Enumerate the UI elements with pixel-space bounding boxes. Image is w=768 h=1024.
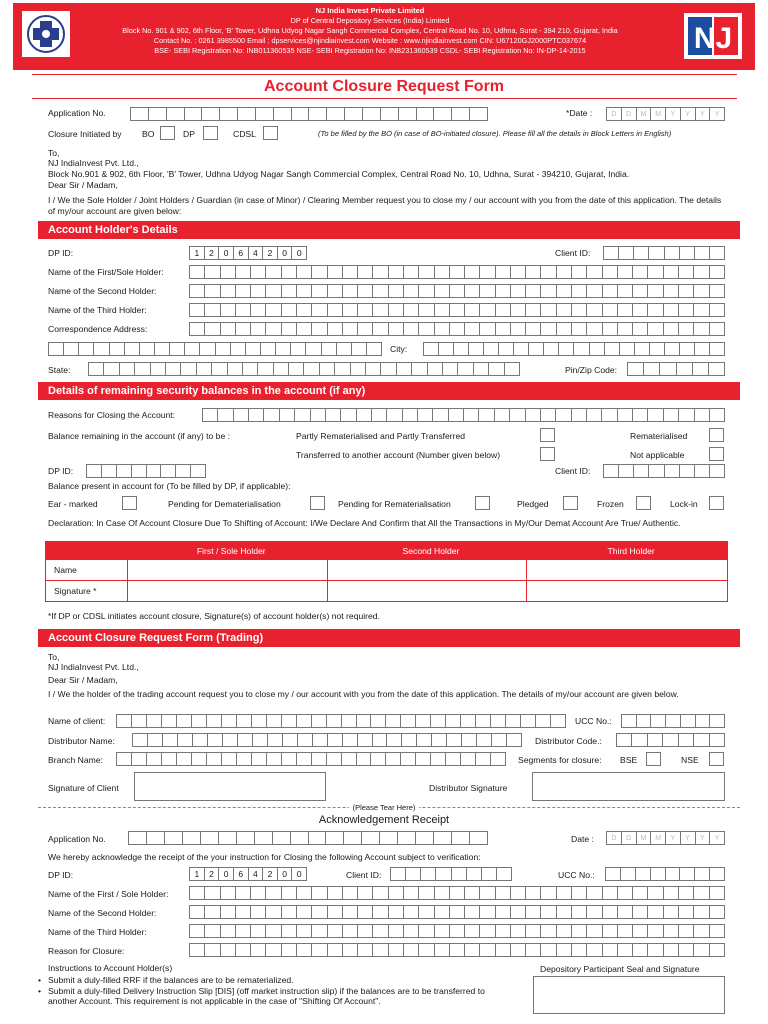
pin-label: Pin/Zip Code: <box>565 365 618 375</box>
list-item: • Submit a duly-filled Delivery Instruction Slip [DIS] (off market instruction slip) if the balances are to be transferred to another Account. This requirement is not applicable in the case of "Shifting Of Account". <box>38 985 485 1006</box>
third-holder-input[interactable] <box>189 303 725 317</box>
ack-text: We hereby acknowledge the receipt of the your instruction for Closing the following Account subject to verification: <box>48 852 481 862</box>
company-address: Block No. 901 & 902, 6th Floor, 'B' Tower, Udhna Udyog Nagar Sangh Commercial Complex, Central Road No. 10, Udhna, Surat - 394 210, Gujarat, India <box>122 26 618 35</box>
pin-input[interactable] <box>627 362 725 376</box>
dp-checkbox[interactable] <box>203 126 218 140</box>
transfer-client-id-input[interactable] <box>603 464 725 478</box>
table-corner <box>46 542 128 560</box>
ack-application-no-label: Application No. <box>48 834 106 844</box>
ack-date-input[interactable]: D D M M Y Y Y Y <box>606 831 725 845</box>
cdsl-checkbox[interactable] <box>263 126 278 140</box>
third-holder-signature-cell[interactable] <box>527 581 728 602</box>
client-signature-box[interactable] <box>134 772 326 801</box>
section-holder-details: Account Holder's Details <box>38 221 740 239</box>
trading-request-text: I / We the holder of the trading account request you to close my / our account with you from the date of this application. The details of my/our account are given below. <box>48 689 679 699</box>
dp-id-label: DP ID: <box>48 248 74 258</box>
partly-checkbox[interactable] <box>540 428 555 442</box>
status-pending-remat-label: Pending for Rematerialisation <box>338 499 451 509</box>
second-holder-label: Name of the Second Holder: <box>48 286 157 296</box>
nj-logo <box>684 13 742 59</box>
instructions-label: Instructions to Account Holder(s) <box>48 963 173 973</box>
distributor-signature-box[interactable] <box>532 772 725 801</box>
first-holder-label: Name of the First/Sole Holder: <box>48 267 164 277</box>
signature-table <box>45 541 728 602</box>
ack-second-holder-input[interactable] <box>189 905 725 919</box>
opt-dp-label: DP <box>183 129 195 139</box>
ack-third-holder-label: Name of the Third Holder: <box>48 927 147 937</box>
addressee: NJ IndiaInvest Pvt. Ltd., <box>48 158 139 168</box>
reasons-input[interactable] <box>202 408 725 422</box>
addressee-address: Block No.901 & 902, 6th Floor, 'B' Tower, Udhna Udyog Nagar Sangh Commercial Complex, Central Road No. 10, Udhna, Surat - 394210, Gujarat, India. <box>48 169 630 179</box>
address-input-2[interactable] <box>48 342 382 356</box>
row-signature-label: Signature * <box>46 581 128 602</box>
ack-third-holder-input[interactable] <box>189 924 725 938</box>
company-contact: Contact No. : 0261 3985500 Email : dpservices@njindiainvest.com Website : www.njindiainvest.com CIN: U67120GJ2000PTC037674 <box>153 36 587 45</box>
transfer-client-id-label: Client ID: <box>555 466 591 476</box>
ack-application-no-input[interactable] <box>128 831 488 845</box>
first-holder-signature-cell[interactable] <box>127 581 327 602</box>
salutation: Dear Sir / Madam, <box>48 180 118 190</box>
ack-ucc-label: UCC No.: <box>558 870 595 880</box>
distributor-name-input[interactable] <box>132 733 522 747</box>
reasons-label: Reasons for Closing the Account: <box>48 410 176 420</box>
row-name-label: Name <box>46 560 128 581</box>
frozen-checkbox[interactable] <box>636 496 651 510</box>
section-trading: Account Closure Request Form (Trading) <box>38 629 740 647</box>
status-earmarked-label: Ear - marked <box>48 499 98 509</box>
section-security-balances: Details of remaining security balances in the account (if any) <box>38 382 740 400</box>
trading-salutation: Dear Sir / Madam, <box>48 675 118 685</box>
col-second-holder: Second Holder <box>327 542 527 560</box>
address-label: Correspondence Address: <box>48 324 148 334</box>
address-input-1[interactable] <box>189 322 725 336</box>
col-first-holder: First / Sole Holder <box>127 542 327 560</box>
status-pending-demat-label: Pending for Dematerialisation <box>168 499 281 509</box>
ack-reason-input[interactable] <box>189 943 725 957</box>
third-holder-label: Name of the Third Holder: <box>48 305 147 315</box>
closure-initiated-label: Closure Initiated by <box>48 129 122 139</box>
seal-signature-box[interactable] <box>533 976 725 1014</box>
page-title: Account Closure Request Form <box>263 78 505 95</box>
pending-remat-checkbox[interactable] <box>475 496 490 510</box>
seg-bse-label: BSE <box>620 755 638 765</box>
first-holder-name-cell[interactable] <box>127 560 327 581</box>
date-input[interactable]: D D M M Y Y Y Y <box>606 107 725 121</box>
company-name: NJ India Invest Private Limited <box>315 6 425 15</box>
nj-logo-text: NJ <box>693 22 733 55</box>
tear-here-label: (Please Tear Here) <box>0 802 768 813</box>
nj-logo-icon <box>684 13 742 59</box>
client-id-label: Client ID: <box>555 248 591 258</box>
application-no-input[interactable] <box>130 107 488 121</box>
list-item: • Submit a duly-filled RRF if the balances are to be rematerialized. <box>38 975 294 985</box>
ack-date-label: Date : <box>571 834 594 844</box>
dp-line: DP of Central Depository Services (India) Limited <box>290 16 450 25</box>
transfer-dp-id-label: DP ID: <box>48 466 74 476</box>
cdsl-logo-icon <box>22 11 70 57</box>
bse-checkbox[interactable] <box>646 752 661 766</box>
opt-partly-label: Partly Rematerialised and Partly Transferred <box>296 431 466 441</box>
status-frozen-label: Frozen <box>597 499 624 509</box>
seg-nse-label: NSE <box>681 755 699 765</box>
first-holder-input[interactable] <box>189 265 725 279</box>
balance-label: Balance remaining in the account (if any) to be : <box>48 431 231 441</box>
second-holder-input[interactable] <box>189 284 725 298</box>
instruction-list <box>38 975 508 1007</box>
header-text <box>90 6 650 56</box>
col-third-holder: Third Holder <box>527 542 728 560</box>
status-pledged-label: Pledged <box>517 499 549 509</box>
transfer-checkbox[interactable] <box>540 447 555 461</box>
lockin-checkbox[interactable] <box>709 496 724 510</box>
second-holder-name-cell[interactable] <box>327 560 527 581</box>
declaration: Declaration: In Case Of Account Closure Due To Shifting of Account: I/We Declare And Confirm that All the Transactions in My/Our Demat Account Are True/ Authentic. <box>48 518 681 528</box>
pledged-checkbox[interactable] <box>563 496 578 510</box>
opt-remat-label: Rematerialised <box>630 431 688 441</box>
seal-label: Depository Participant Seal and Signature <box>540 964 700 974</box>
ack-ucc-input[interactable] <box>605 867 725 881</box>
state-input[interactable] <box>88 362 520 376</box>
third-holder-name-cell[interactable] <box>527 560 728 581</box>
ack-dp-id-label: DP ID: <box>48 870 74 880</box>
ucc-input[interactable] <box>621 714 725 728</box>
nse-checkbox[interactable] <box>709 752 724 766</box>
date-label: *Date : <box>566 108 593 118</box>
client-id-input[interactable] <box>603 246 725 260</box>
pending-demat-checkbox[interactable] <box>310 496 325 510</box>
table-row <box>46 581 728 602</box>
title-rule <box>32 98 737 99</box>
state-label: State: <box>48 365 71 375</box>
ucc-label: UCC No.: <box>575 716 612 726</box>
closure-note: (To be filled by the BO (in case of BO-initiated closure). Please fill all the details in Block Letters in English) <box>318 129 672 138</box>
application-no-label: Application No. <box>48 108 106 118</box>
opt-na-label: Not applicable <box>630 450 685 460</box>
ack-client-id-label: Client ID: <box>346 870 382 880</box>
ack-dp-id-input[interactable]: 1 2 0 6 4 2 0 0 <box>189 867 307 881</box>
client-signature-label: Signature of Client <box>48 783 119 793</box>
distributor-name-label: Distributor Name: <box>48 736 115 746</box>
ack-heading: Acknowledgement Receipt <box>318 814 450 826</box>
to-line: To, <box>48 148 60 158</box>
segments-label: Segments for closure: <box>518 755 602 765</box>
distributor-code-label: Distributor Code.: <box>535 736 602 746</box>
signature-footnote: *If DP or CDSL initiates account closure, Signature(s) of account holder(s) not required. <box>48 611 380 621</box>
branch-name-label: Branch Name: <box>48 755 103 765</box>
balance-present-label: Balance present in account for (To be filled by DP, if applicable): <box>48 481 291 491</box>
status-lockin-label: Lock-in <box>670 499 698 509</box>
ack-first-holder-input[interactable] <box>189 886 725 900</box>
trading-addressee: NJ IndiaInvest Pvt. Ltd., <box>48 662 139 672</box>
table-row <box>46 560 728 581</box>
request-text: I / We the Sole Holder / Joint Holders / Guardian (in case of Minor) / Clearing Member request you to close my / our account with you from the date of this application. The details of my/our account are given below: <box>48 195 722 216</box>
company-registration: BSE- SEBI Registration No: INB011360535 NSE- SEBI Registration No: INB231360539 CSDL- SEBI Registration No: IN-DP-14-2015 <box>154 46 586 55</box>
client-name-input[interactable] <box>116 714 566 728</box>
cdsl-logo <box>22 11 70 57</box>
ack-reason-label: Reason for Closure: <box>48 946 125 956</box>
trading-to: To, <box>48 652 60 662</box>
ack-second-holder-label: Name of the Second Holder: <box>48 908 157 918</box>
branch-name-input[interactable] <box>116 752 506 766</box>
client-name-label: Name of client: <box>48 716 106 726</box>
earmarked-checkbox[interactable] <box>122 496 137 510</box>
distributor-signature-label: Distributor Signature <box>429 783 508 793</box>
city-label: City: <box>390 344 408 354</box>
opt-bo-label: BO <box>142 129 155 139</box>
header-rule <box>32 74 737 75</box>
ack-first-holder-label: Name of the First / Sole Holder: <box>48 889 169 899</box>
city-input[interactable] <box>423 342 725 356</box>
opt-transfer-label: Transferred to another account (Number given below) <box>296 450 501 460</box>
bo-checkbox[interactable] <box>160 126 175 140</box>
remat-checkbox[interactable] <box>709 428 724 442</box>
second-holder-signature-cell[interactable] <box>327 581 527 602</box>
dp-id-input[interactable]: 1 2 0 6 4 2 0 0 <box>189 246 307 260</box>
opt-cdsl-label: CDSL <box>233 129 256 139</box>
na-checkbox[interactable] <box>709 447 724 461</box>
transfer-dp-id-input[interactable] <box>86 464 206 478</box>
ack-client-id-input[interactable] <box>390 867 512 881</box>
distributor-code-input[interactable] <box>616 733 725 747</box>
